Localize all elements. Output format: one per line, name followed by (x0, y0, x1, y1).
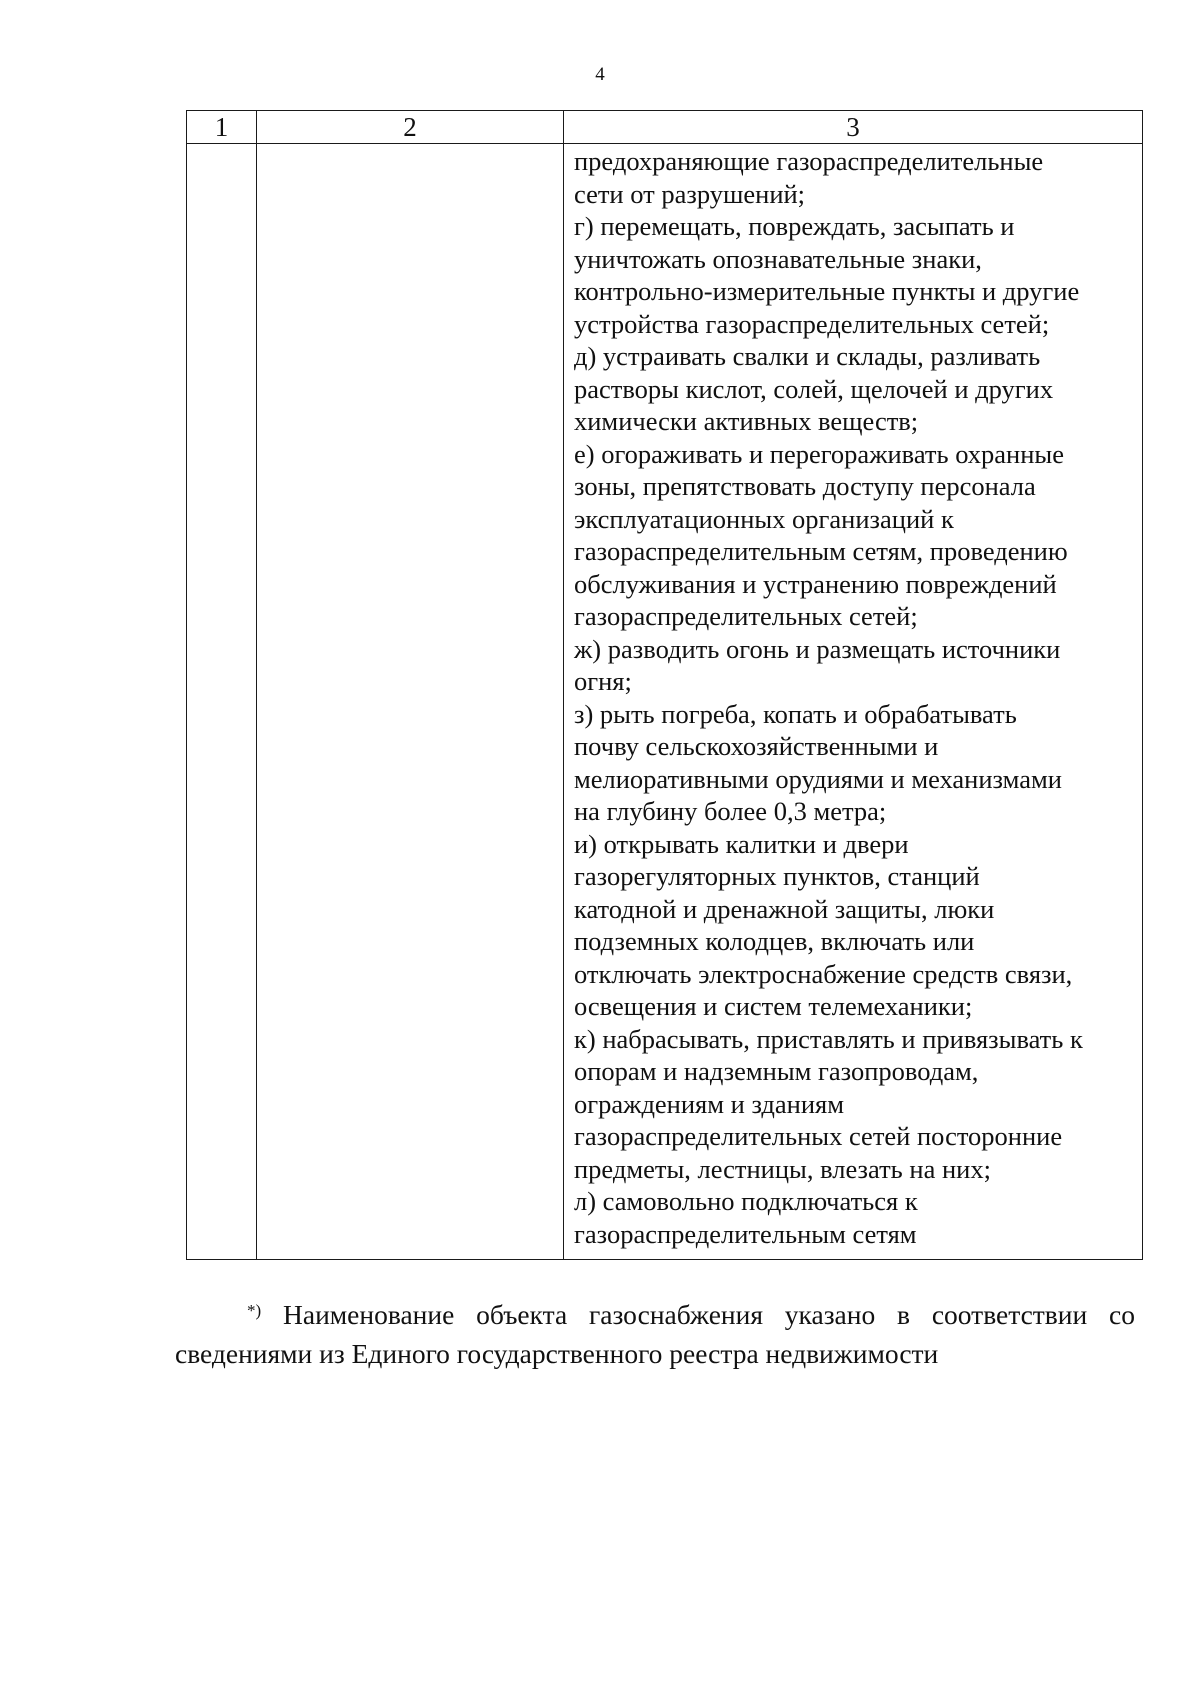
cell-col-3 (564, 144, 1143, 1260)
text-line: е) огораживать и перегораживать охранные (574, 438, 1064, 469)
footnote-line-1 (175, 1295, 1135, 1334)
footnote (175, 1295, 1135, 1373)
text-line: опорам и надземным газопроводам, (574, 1056, 979, 1086)
cell-col-1 (187, 144, 257, 1260)
text-line: устройства газораспределительных сетей; (574, 308, 1050, 339)
text-line: контрольно-измерительные пункты и другие (574, 276, 1080, 306)
text-line: зоны, препятствовать доступу персонала (574, 471, 1036, 501)
text-line: газораспределительных сетей; (574, 601, 918, 631)
page-number: 4 (595, 64, 605, 85)
table-row (187, 144, 1143, 1260)
restrictions-text (564, 144, 1142, 1250)
text-line: предохраняющие газораспределительные (574, 146, 1044, 176)
text-line: д) устраивать свалки и склады, разливать (574, 341, 1041, 371)
text-line: и) открывать калитки и двери (574, 828, 909, 859)
text-line: химически активных веществ; (574, 406, 919, 436)
header-col-2: 2 (257, 111, 564, 144)
footnote-text-1: Наименование объекта газоснабжения указано в соответствии со (283, 1299, 1135, 1330)
text-line: огня; (574, 666, 632, 696)
text-line: на глубину более 0,3 метра; (574, 796, 887, 826)
restrictions-table (186, 110, 1143, 1260)
text-line: ограждениям и зданиям (574, 1088, 844, 1119)
footnote-line-2: сведениями из Единого государственного реестра недвижимости (175, 1338, 939, 1369)
text-line: ж) разводить огонь и размещать источники (574, 633, 1061, 664)
text-line: сети от разрушений; (574, 178, 806, 209)
text-line: растворы кислот, солей, щелочей и других (574, 373, 1054, 404)
text-line: катодной и дренажной защиты, люки (574, 893, 995, 924)
text-line: газораспределительным сетям (574, 1218, 917, 1249)
text-line: к) набрасывать, приставлять и привязывать к (574, 1023, 1083, 1054)
text-line: эксплуатационных организаций к (574, 503, 954, 534)
table-header-row (187, 111, 1143, 144)
text-line: почву сельскохозяйственными и (574, 731, 939, 761)
text-line: г) перемещать, повреждать, засыпать и (574, 211, 1015, 241)
text-line: мелиоративными орудиями и механизмами (574, 763, 1062, 794)
text-line: обслуживания и устранению повреждений (574, 568, 1057, 599)
text-line: освещения и систем телемеханики; (574, 991, 973, 1021)
header-col-1: 1 (187, 111, 257, 144)
text-line: отключать электроснабжение средств связи, (574, 958, 1073, 989)
text-line: подземных колодцев, включать или (574, 926, 975, 956)
text-line: з) рыть погреба, копать и обрабатывать (574, 698, 1017, 729)
text-line: л) самовольно подключаться к (574, 1186, 918, 1216)
text-line: предметы, лестницы, влезать на них; (574, 1153, 991, 1184)
footnote-marker: *) (247, 1301, 262, 1320)
text-line: газорегуляторных пунктов, станций (574, 861, 980, 891)
header-col-3: 3 (564, 111, 1143, 144)
text-line: уничтожать опознавательные знаки, (574, 243, 982, 274)
text-line: газораспределительных сетей посторонние (574, 1121, 1063, 1151)
text-line: газораспределительным сетям, проведению (574, 536, 1068, 566)
cell-col-2 (257, 144, 564, 1260)
